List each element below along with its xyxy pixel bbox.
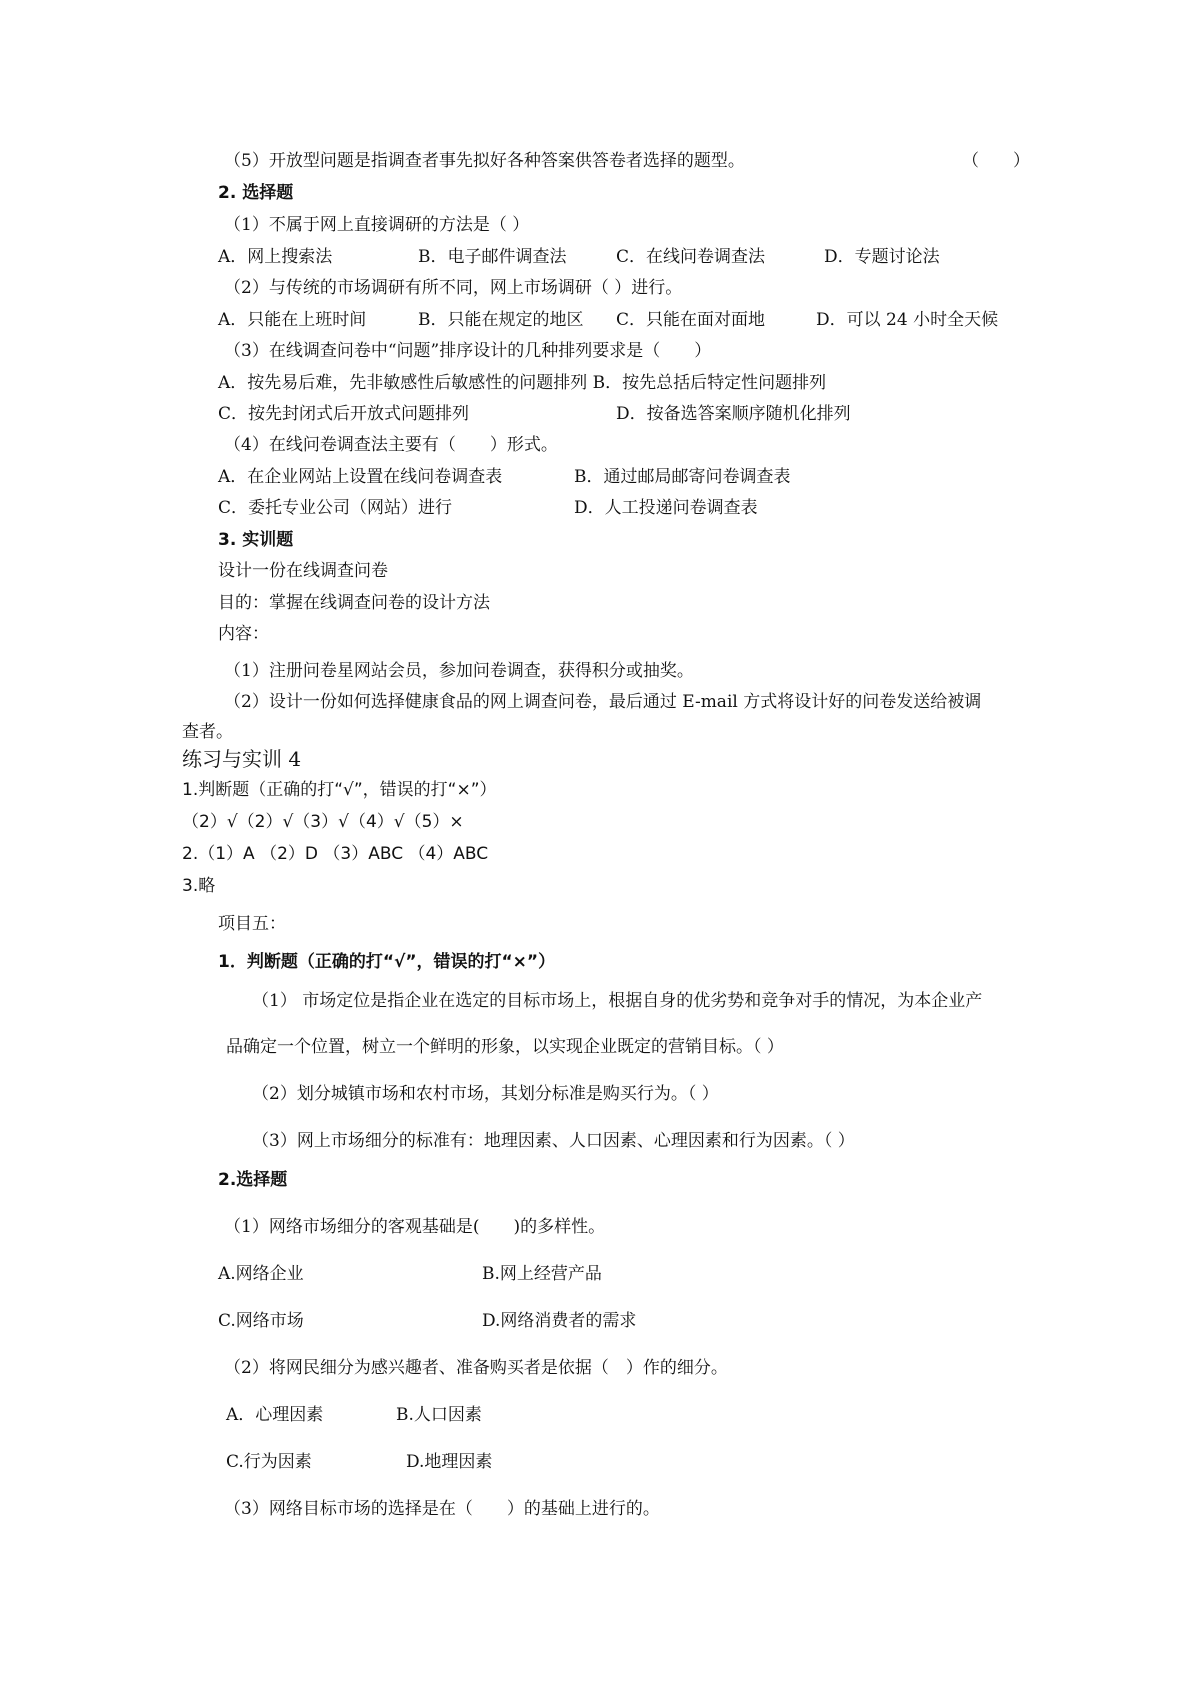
option-d: D．专题讨论法 (824, 247, 940, 267)
judgment-item-3: （3）网上市场细分的标准有：地理因素、人口因素、心理因素和行为因素。（ ） (252, 1131, 855, 1151)
option-a: A．只能在上班时间 (218, 310, 367, 330)
section-title-exercise-4: 练习与实训 4 (182, 747, 302, 771)
option-d: D．按备选答案顺序随机化排列 (616, 404, 851, 424)
choice-question-2: （2）将网民细分为感兴趣者、准备购买者是依据（ ）作的细分。 (224, 1358, 728, 1378)
choice-question-2: （2）与传统的市场调研有所不同，网上市场调研（ ）进行。 (224, 278, 683, 298)
choice-question-3: （3）在线调查问卷中“问题”排序设计的几种排列要求是（ ） (224, 341, 712, 361)
choice-question-4: （4）在线问卷调查法主要有（ ）形式。 (224, 435, 558, 455)
option-c: C.网络市场 (218, 1311, 304, 1331)
choice-question-1: （1）网络市场细分的客观基础是( )的多样性。 (224, 1217, 606, 1237)
answer-choice-values: 2.（1）A （2）D （3）ABC （4）ABC (182, 844, 489, 864)
choice-question-1: （1）不属于网上直接调研的方法是（ ） (224, 215, 530, 235)
judgment-item-1-cont: 品确定一个位置，树立一个鲜明的形象，以实现企业既定的营销目标。（ ） (226, 1037, 784, 1057)
judgment-item-2: （2）划分城镇市场和农村市场，其划分标准是购买行为。（ ） (252, 1084, 719, 1104)
practice-content-label: 内容： (218, 624, 269, 644)
option-a: A．心理因素 (226, 1405, 324, 1425)
answer-judgment-values: （2）√（2）√（3）√（4）√（5）× (182, 812, 464, 832)
option-a: A．网上搜索法 (218, 247, 333, 267)
option-d: D．可以 24 小时全天候 (816, 310, 999, 330)
option-d: D．人工投递问卷调查表 (574, 498, 758, 518)
option-d: D.地理因素 (406, 1452, 493, 1472)
option-b: B.网上经营产品 (482, 1264, 602, 1284)
option-b: B．电子邮件调查法 (418, 247, 567, 267)
choice-options-3-row1: A．按先易后难，先非敏感性后敏感性的问题排列 B．按先总括后特定性问题排列 (218, 373, 827, 393)
option-b: B.人口因素 (396, 1405, 482, 1425)
answer-blank: （ ） (962, 151, 1030, 171)
project-five-heading: 项目五： (218, 914, 286, 934)
option-a: A．在企业网站上设置在线问卷调查表 (218, 467, 503, 487)
option-a: A.网络企业 (218, 1264, 304, 1284)
section-heading-judgment: 1．判断题（正确的打“√”，错误的打“×”） (218, 952, 556, 972)
answer-judgment-heading: 1.判断题（正确的打“√”，错误的打“×”） (182, 780, 497, 800)
option-c: C．只能在面对面地 (616, 310, 766, 330)
option-c: C．委托专业公司（网站）进行 (218, 498, 453, 518)
practice-task-1: （1）注册问卷星网站会员，参加问卷调查，获得积分或抽奖。 (224, 661, 694, 681)
section-heading-practice: 3. 实训题 (218, 530, 294, 550)
choice-question-3: （3）网络目标市场的选择是在（ ）的基础上进行的。 (224, 1499, 660, 1519)
practice-goal: 目的：掌握在线调查问卷的设计方法 (218, 593, 490, 613)
section-heading-choice: 2. 选择题 (218, 183, 294, 203)
answer-practice: 3.略 (182, 876, 216, 896)
option-c: C．按先封闭式后开放式问题排列 (218, 404, 470, 424)
option-b: B．只能在规定的地区 (418, 310, 584, 330)
judgment-item-1: （1） 市场定位是指企业在选定的目标市场上，根据自身的优劣势和竞争对手的情况，为本企业产 (252, 991, 983, 1011)
practice-title: 设计一份在线调查问卷 (218, 561, 388, 581)
option-c: C.行为因素 (226, 1452, 312, 1472)
option-d: D.网络消费者的需求 (482, 1311, 637, 1331)
option-c: C．在线问卷调查法 (616, 247, 766, 267)
section-heading-choice-2: 2.选择题 (218, 1170, 288, 1190)
option-b: B．通过邮局邮寄问卷调查表 (574, 467, 791, 487)
judgment-item-5: （5）开放型问题是指调查者事先拟好各种答案供答卷者选择的题型。 (224, 151, 745, 171)
practice-task-2: （2）设计一份如何选择健康食品的网上调查问卷，最后通过 E-mail 方式将设计好的问卷发送给被调 (224, 692, 982, 712)
practice-task-2-cont: 查者。 (182, 722, 233, 742)
